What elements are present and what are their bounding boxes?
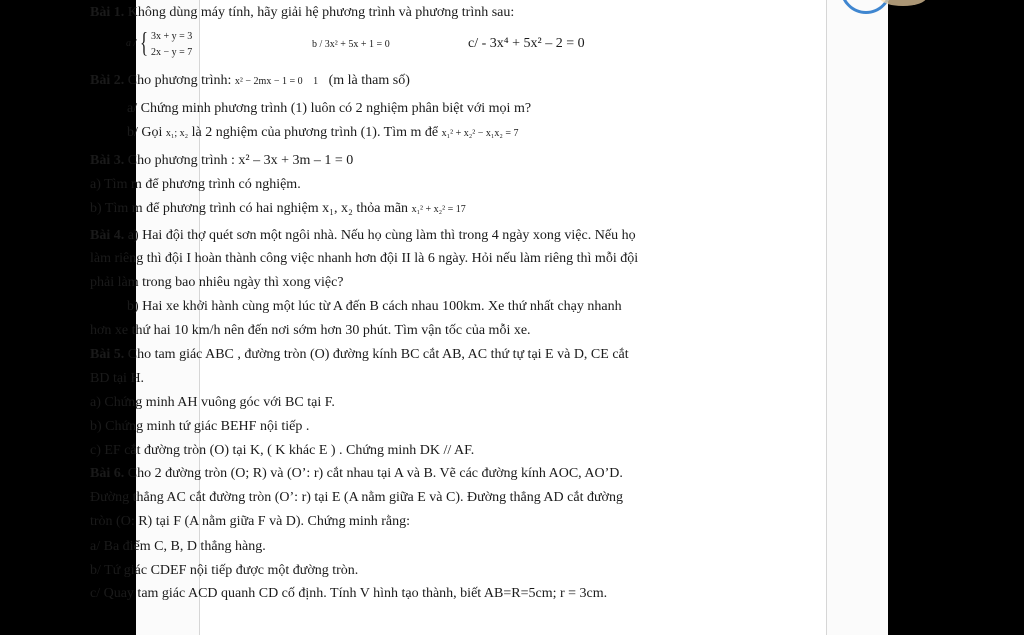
bai4-l3: phải làm trong bao nhiêu ngày thì xong việc? bbox=[90, 275, 344, 290]
bai5-line1 bbox=[90, 346, 629, 364]
bai4-l1: a) Hai đội thợ quét sơn một ngôi nhà. Nếu họ cùng làm thì trong 4 ngày xong việc. Nếu họ bbox=[124, 228, 636, 243]
bai5-c: c) EF cắt đường tròn (O) tại K, ( K khác E ) . Chứng minh DK // AF. bbox=[90, 443, 475, 458]
bai2-num: 1 bbox=[313, 76, 319, 87]
bai4-line1 bbox=[90, 227, 636, 245]
bai4-l4: b) Hai xe khởi hành cùng một lúc từ A đến B cách nhau 100km. Xe thứ nhất chạy nhanh bbox=[127, 299, 622, 314]
brace-icon: { bbox=[140, 28, 149, 59]
bai2-a: a/ Chứng minh phương trình (1) luôn có 2 nghiệm phân biệt với mọi m? bbox=[127, 101, 532, 116]
bai3-title: Bài 3. bbox=[90, 153, 125, 168]
bai3-heading bbox=[90, 152, 353, 170]
bai1-b: b / 3x² + 5x + 1 = 0 bbox=[312, 39, 390, 50]
bai3-a: a) Tìm m để phương trình có nghiệm. bbox=[90, 177, 301, 192]
bai5-a: a) Chứng minh AH vuông góc với BC tại F. bbox=[90, 395, 335, 410]
bai5-title: Bài 5. bbox=[90, 347, 125, 362]
bai3-b-start: b) Tìm m để phương trình có hai nghiệm x₁, x₂ thỏa mãn bbox=[90, 201, 412, 216]
document-page bbox=[199, 0, 827, 635]
bai1-text: Không dùng máy tính, hãy giải hệ phương trình và phương trình sau: bbox=[124, 5, 515, 20]
bai1-title: Bài 1. bbox=[90, 5, 125, 20]
bai6-l2: Đường thẳng AC cắt đường tròn (O’: r) tại E (A nằm giữa E và C). Đường thẳng AD cắt đường bbox=[90, 490, 623, 505]
bai2-b-cond: x₁² + x₂² − x₁x₂ = 7 bbox=[441, 128, 519, 139]
bai2-b bbox=[127, 124, 519, 143]
bai1-c: c/ - 3x⁴ + 5x² – 2 = 0 bbox=[468, 36, 585, 51]
bai4-l5: hơn xe thứ hai 10 km/h nên đến nơi sớm hơn 30 phút. Tìm vận tốc của mỗi xe. bbox=[90, 323, 531, 338]
bai6-title: Bài 6. bbox=[90, 466, 125, 481]
bai3-text: Cho phương trình : x² – 3x + 3m – 1 = 0 bbox=[124, 153, 354, 168]
bai2-b-start: b/ Gọi bbox=[127, 125, 166, 140]
bai6-l1: Cho 2 đường tròn (O; R) và (O’: r) cắt nhau tại A và B. Vẽ các đường kính AOC, AO’D. bbox=[124, 466, 623, 481]
bai5-l1: Cho tam giác ABC , đường tròn (O) đường kính BC cắt AB, AC thứ tự tại E và D, CE cắt bbox=[124, 347, 629, 362]
bai1-a-eq1: 3x + y = 3 bbox=[151, 31, 193, 42]
bai3-b bbox=[90, 200, 466, 219]
bai2-b-vars: x₁; x₂ bbox=[165, 128, 189, 139]
bai6-line1 bbox=[90, 465, 623, 483]
bai1-heading bbox=[90, 4, 514, 22]
bai2-note: (m là tham số) bbox=[328, 73, 410, 88]
logo-highlight bbox=[880, 0, 926, 6]
bai2-b-mid: là 2 nghiệm của phương trình (1). Tìm m để bbox=[188, 125, 442, 140]
bai6-a: a/ Ba điểm C, B, D thẳng hàng. bbox=[90, 539, 266, 554]
bai4-title: Bài 4. bbox=[90, 228, 125, 243]
bai6-b: b/ Tứ giác CDEF nội tiếp được một đường tròn. bbox=[90, 563, 359, 578]
bai2-text: Cho phương trình: bbox=[124, 73, 235, 88]
bai6-l3: tròn (O: R) tại F (A nằm giữa F và D). Chứng minh rằng: bbox=[90, 514, 411, 529]
bai1-a-eq2: 2x − y = 7 bbox=[151, 47, 193, 58]
bai2-eq: x² − 2mx − 1 = 0 bbox=[234, 76, 303, 87]
bai2-title: Bài 2. bbox=[90, 73, 125, 88]
bai4-l2: làm riêng thì đội I hoàn thành công việc nhanh hơn đội II là 6 ngày. Hỏi nếu làm riêng thì mỗi đội bbox=[90, 251, 639, 266]
bai5-l2: BD tại H. bbox=[90, 371, 145, 386]
bai1-a-prefix: a / bbox=[126, 38, 137, 49]
bai5-b: b) Chứng minh tứ giác BEHF nội tiếp . bbox=[90, 419, 310, 434]
bai2-heading bbox=[90, 72, 410, 91]
bai3-b-cond: x₁² + x₂² = 17 bbox=[411, 204, 466, 215]
bai6-c: c/ Quay tam giác ACD quanh CD cố định. Tính V hình tạo thành, biết AB=R=5cm; r = 3cm. bbox=[90, 586, 608, 601]
bai1-a-system bbox=[126, 29, 216, 61]
